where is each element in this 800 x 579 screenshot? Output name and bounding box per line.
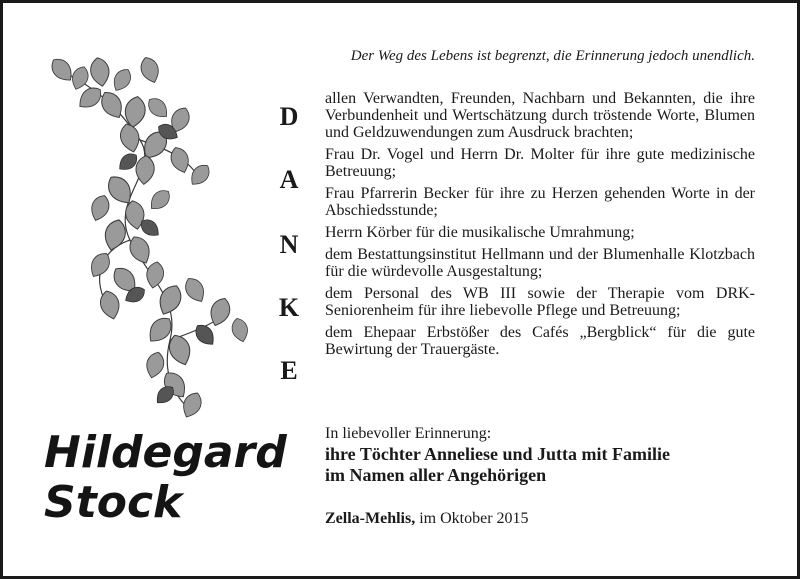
memory-line: In liebevoller Erinnerung: [325,425,492,442]
danke-letter-d: D [279,102,299,131]
motto: Der Weg des Lebens ist begrenzt, die Erinnerung jedoch unendlich. [350,48,755,64]
deceased-name [44,428,287,528]
thanks-item-cafe: dem Ehepaar Erbstößer des Cafés „Bergblick“ für die gute Bewirtung der Trauergäste. [325,324,755,358]
thanks-item-pastor: Frau Pfarrerin Becker für ihre zu Herzen gehenden Worte in der Abschiedsstunde; [325,185,755,219]
danke-letter-a: A [279,165,299,194]
danke-letter-k: K [278,293,300,322]
place-date [325,510,529,528]
thanks-item-relatives: allen Verwandten, Freunden, Nachbarn und Bekannten, die ihre Verbundenheit und Wertschätzung durch tröstende Worte, Blumen und Geldzuwendungen zum Ausdruck brachten; [325,90,755,141]
thanks-item-funeral-home: dem Bestattungsinstitut Hellmann und der Blumenhalle Klotzbach für die würdevolle Ausgestaltung; [325,246,755,280]
thanks-item-doctors: Frau Dr. Vogel und Herrn Dr. Molter für ihre gute medizinische Betreuung; [325,146,755,180]
thanks-list [325,90,755,363]
date: im Oktober 2015 [419,510,529,527]
danke-letter-n: N [279,230,299,259]
thanks-item-care-staff: dem Personal des WB III sowie der Therapie vom DRK-Seniorenheim für ihre liebevolle Pflege und Betreuung; [325,285,755,319]
deceased-last-name: Stock [44,477,183,528]
signers-line-2: im Namen aller Angehörigen [325,465,547,485]
thanks-item-music: Herrn Körber für die musikalische Umrahmung; [325,224,635,241]
deceased-first-name: Hildegard [44,427,287,478]
signers [325,444,755,486]
place: Zella-Mehlis, [325,510,416,527]
danke-letter-e: E [280,356,298,385]
signers-line-1: ihre Töchter Anneliese und Jutta mit Familie [325,444,670,464]
ivy-leaves-icon [40,50,250,420]
